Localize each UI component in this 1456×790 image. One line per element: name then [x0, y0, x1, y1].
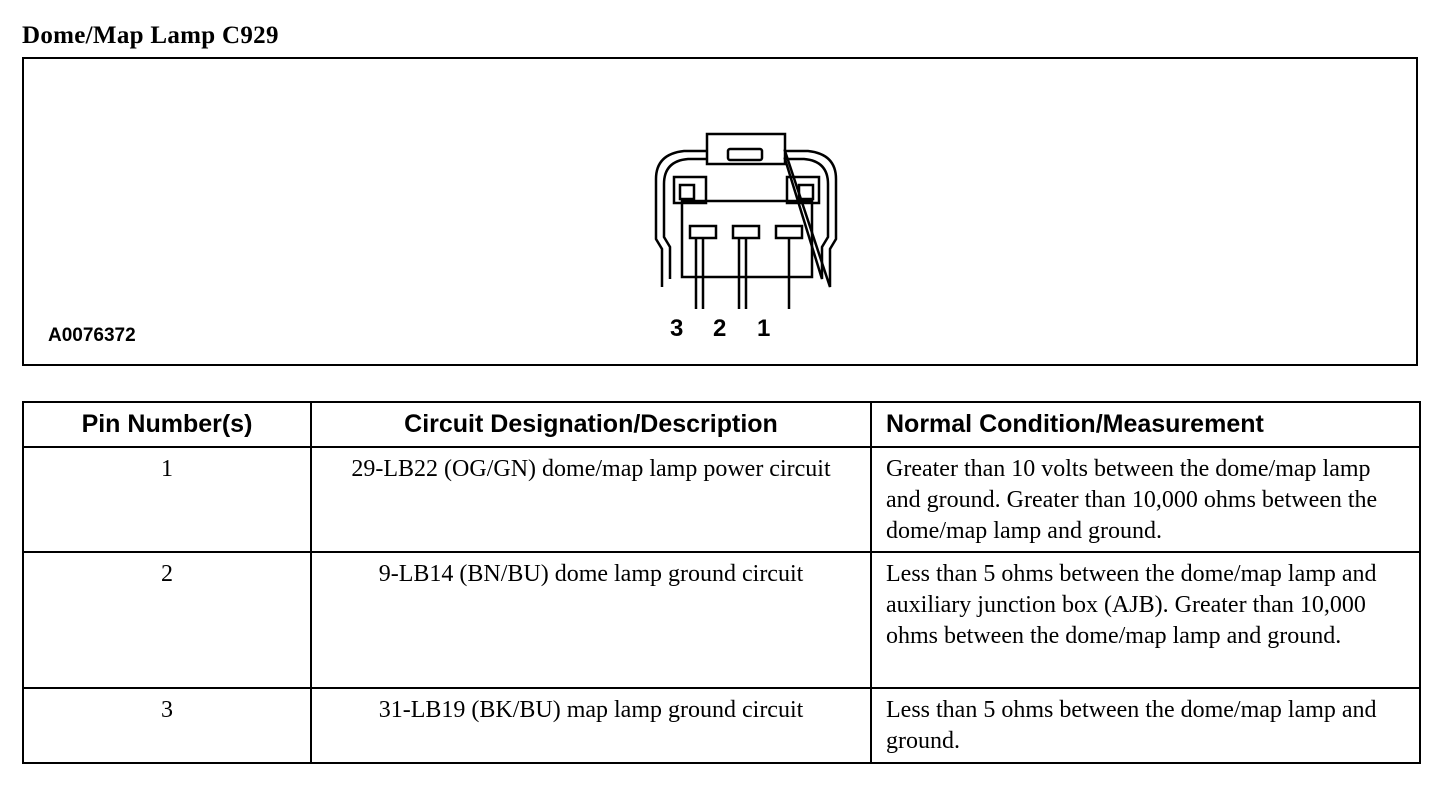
pin-label-2: 2 — [713, 315, 727, 342]
table-row — [23, 447, 1420, 552]
table-header-row — [23, 402, 1420, 447]
pin-number-labels — [24, 315, 1416, 345]
page-title: Dome/Map Lamp C929 — [22, 22, 279, 49]
condition-cell: Less than 5 ohms between the dome/map lamp and ground. — [871, 688, 1420, 763]
pin-label-1: 1 — [757, 315, 771, 342]
connector-figure — [22, 57, 1418, 366]
pin-label-3: 3 — [670, 315, 684, 342]
circuit-cell: 9-LB14 (BN/BU) dome lamp ground circuit — [311, 552, 871, 688]
pin-cell: 2 — [23, 552, 311, 688]
table-row — [23, 688, 1420, 763]
table-row — [23, 552, 1420, 688]
pin-table — [22, 401, 1421, 764]
header-condition: Normal Condition/Measurement — [871, 402, 1420, 447]
circuit-cell: 29-LB22 (OG/GN) dome/map lamp power circuit — [311, 447, 871, 552]
pin-cell: 1 — [23, 447, 311, 552]
pin-cell: 3 — [23, 688, 311, 763]
circuit-cell: 31-LB19 (BK/BU) map lamp ground circuit — [311, 688, 871, 763]
connector-face-diagram — [624, 129, 844, 309]
header-pin-numbers: Pin Number(s) — [23, 402, 311, 447]
condition-cell: Greater than 10 volts between the dome/map lamp and ground. Greater than 10,000 ohms between the dome/map lamp and ground. — [871, 447, 1420, 552]
figure-id: A0076372 — [48, 325, 136, 346]
condition-cell: Less than 5 ohms between the dome/map lamp and auxiliary junction box (AJB). Greater than 10,000 ohms between the dome/map lamp and ground. — [871, 552, 1420, 688]
header-circuit: Circuit Designation/Description — [311, 402, 871, 447]
